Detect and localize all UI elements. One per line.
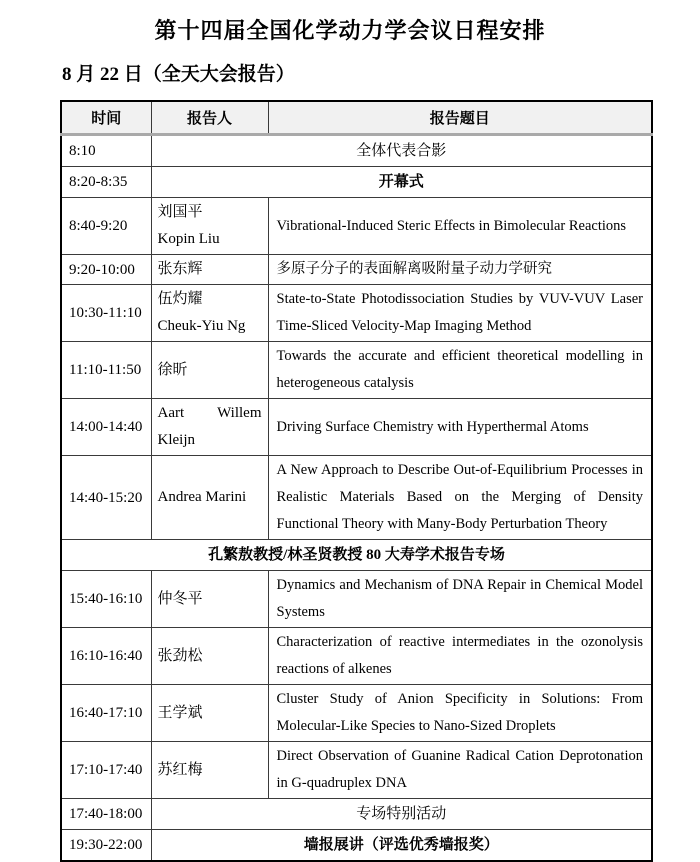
speaker-name-line: 张东辉 — [157, 261, 203, 277]
talk-title-cell: Direct Observation of Guanine Radical Cation Deprotonation in G-quadruplex DNA — [268, 742, 652, 799]
speaker-cell — [151, 456, 268, 540]
table-row — [61, 167, 652, 198]
event-cell: 专场特别活动 — [151, 799, 652, 830]
table-row — [61, 456, 652, 540]
table-row — [61, 342, 652, 399]
time-cell: 8:40-9:20 — [61, 198, 151, 255]
table-row — [61, 799, 652, 830]
talk-title-cell: Driving Surface Chemistry with Hyperthermal Atoms — [268, 399, 652, 456]
talk-title-cell: State-to-State Photodissociation Studies by VUV-VUV Laser Time-Sliced Velocity-Map Imaging Method — [268, 285, 652, 342]
speaker-cell — [151, 742, 268, 799]
table-row — [61, 540, 652, 571]
table-row — [61, 255, 652, 285]
speaker-cell — [151, 571, 268, 628]
table-row — [61, 135, 652, 167]
time-cell: 8:10 — [61, 135, 151, 167]
event-cell: 全体代表合影 — [151, 135, 652, 167]
talk-title-cell: Vibrational-Induced Steric Effects in Bimolecular Reactions — [268, 198, 652, 255]
table-row — [61, 685, 652, 742]
speaker-cell — [151, 285, 268, 342]
talk-title-cell: Cluster Study of Anion Specificity in Solutions: From Molecular-Like Species to Nano-Sized Droplets — [268, 685, 652, 742]
talk-title-cell: 多原子分子的表面解离吸附量子动力学研究 — [268, 255, 652, 285]
speaker-cell — [151, 255, 268, 285]
event-cell: 开幕式 — [151, 167, 652, 198]
schedule-table — [60, 100, 653, 862]
table-row — [61, 285, 652, 342]
time-cell: 14:00-14:40 — [61, 399, 151, 456]
speaker-name-line: 伍灼耀 — [157, 291, 203, 307]
table-row — [61, 198, 652, 255]
time-cell: 9:20-10:00 — [61, 255, 151, 285]
speaker-name-line: Andrea Marini — [157, 489, 247, 505]
speaker-cell — [151, 628, 268, 685]
time-cell: 16:10-16:40 — [61, 628, 151, 685]
time-cell: 17:40-18:00 — [61, 799, 151, 830]
event-cell: 墙报展讲（评选优秀墙报奖） — [151, 830, 652, 862]
speaker-name-line: 王学斌 — [157, 704, 203, 721]
time-cell: 8:20-8:35 — [61, 167, 151, 198]
talk-title-cell: Dynamics and Mechanism of DNA Repair in Chemical Model Systems — [268, 571, 652, 628]
speaker-name-line: 徐昕 — [157, 361, 188, 378]
speaker-cell — [151, 198, 268, 255]
header-speaker: 报告人 — [151, 101, 268, 135]
speaker-name-line: 张劲松 — [157, 647, 203, 664]
speaker-name-line: 仲冬平 — [157, 590, 203, 607]
speaker-name-line: 刘国平 — [157, 204, 203, 220]
speaker-name-line: Kopin Liu — [157, 231, 220, 247]
speaker-cell — [151, 399, 268, 456]
time-cell: 16:40-17:10 — [61, 685, 151, 742]
header-talk-title: 报告题目 — [268, 101, 652, 135]
table-row — [61, 571, 652, 628]
speaker-cell — [151, 685, 268, 742]
speaker-name-line: Cheuk-Yiu Ng — [157, 318, 246, 334]
time-cell: 14:40-15:20 — [61, 456, 151, 540]
table-row — [61, 830, 652, 862]
talk-title-cell: Towards the accurate and efficient theoretical modelling in heterogeneous catalysis — [268, 342, 652, 399]
page-title: 第十四届全国化学动力学会议日程安排 — [154, 18, 546, 43]
time-cell: 19:30-22:00 — [61, 830, 151, 862]
table-row — [61, 399, 652, 456]
talk-title-cell: A New Approach to Describe Out-of-Equilibrium Processes in Realistic Materials Based on the Merging of Density Functional Theory with Many-Body Perturbation Theory — [268, 456, 652, 540]
time-cell: 15:40-16:10 — [61, 571, 151, 628]
speaker-name-line: 苏红梅 — [157, 761, 203, 778]
talk-title-cell: Characterization of reactive intermediates in the ozonolysis reactions of alkenes — [268, 628, 652, 685]
table-row — [61, 742, 652, 799]
table-header-row — [61, 101, 652, 135]
date-heading: 8 月 22 日（全天大会报告） — [62, 64, 295, 85]
time-cell: 10:30-11:10 — [61, 285, 151, 342]
schedule-body — [61, 135, 652, 862]
time-cell: 11:10-11:50 — [61, 342, 151, 399]
speaker-name-line: Aart Willem Kleijn — [157, 405, 262, 448]
time-cell: 17:10-17:40 — [61, 742, 151, 799]
session-header-cell: 孔繁敖教授/林圣贤教授 80 大寿学术报告专场 — [61, 540, 652, 571]
speaker-cell — [151, 342, 268, 399]
header-time: 时间 — [61, 101, 151, 135]
table-row — [61, 628, 652, 685]
